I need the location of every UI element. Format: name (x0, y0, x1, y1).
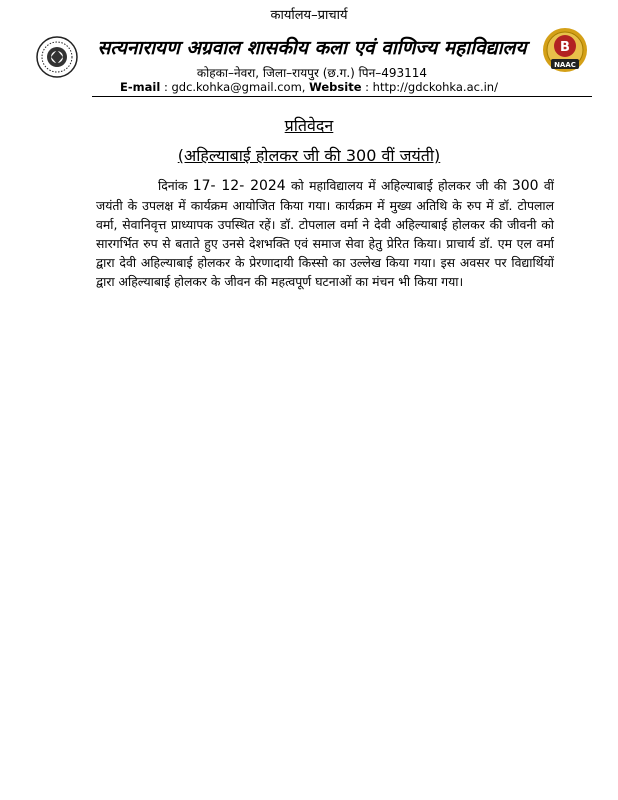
email-label: E-mail (120, 80, 161, 94)
anniversary-number: 300 (511, 178, 539, 194)
event-date: 17- 12- 2024 (192, 178, 286, 194)
report-paragraph (96, 176, 554, 291)
para-mid: को महाविद्यालय में अहिल्याबाई होलकर जी की (291, 178, 507, 193)
para-start: दिनांक (158, 178, 188, 193)
website-label: Website (309, 80, 362, 94)
para-rest: वीं जयंती के उपलक्ष में कार्यक्रम आयोजित किया गया। कार्यक्रम में मुख्य अतिथि के रुप में डॉ. टोपलाल वर्मा, सेवानिवृत्त प्राध्यापक उपस्थित रहें। डॉ. टोपलाल वर्मा ने देवी अहिल्याबाई होलकर की जीवनी को सारगर्भित रुप से बताते हुए उनसे देशभक्ति एवं समाज सेवा हेतु प्रेरित किया। प्राचार्य डॉ. एम एल वर्मा द्वारा देवी अहिल्याबाई होलकर के प्रेरणादायी किस्सो का उल्लेख किया गया। इस अवसर पर विद्यार्थियों द्वारा अहिल्याबाई होलकर के जीवन की महत्वपूर्ण घटनाओं का मंचन भी किया गया। (96, 178, 554, 289)
college-emblem-icon (36, 36, 78, 78)
college-name: सत्यनारायण अग्रवाल शासकीय कला एवं वाणिज्य महाविद्यालय (97, 37, 527, 59)
naac-label-text: NAAC (554, 61, 576, 69)
report-title: प्रतिवेदन (284, 116, 334, 135)
header-divider (92, 96, 592, 97)
contact-line (0, 80, 618, 94)
office-label: कार्यालय–प्राचार्य (270, 8, 348, 23)
website-value[interactable]: : http://gdckohka.ac.in/ (365, 80, 498, 94)
email-value[interactable]: : gdc.kohka@gmail.com, (163, 80, 306, 94)
college-address: कोहका–नेवरा, जिला–रायपुर (छ.ग.) पिन–493114 (196, 66, 428, 80)
report-subtitle: (अहिल्याबाई होलकर जी की 300 वीं जयंती) (177, 146, 441, 165)
naac-badge-icon (540, 26, 590, 76)
naac-grade-text: B (560, 40, 570, 55)
